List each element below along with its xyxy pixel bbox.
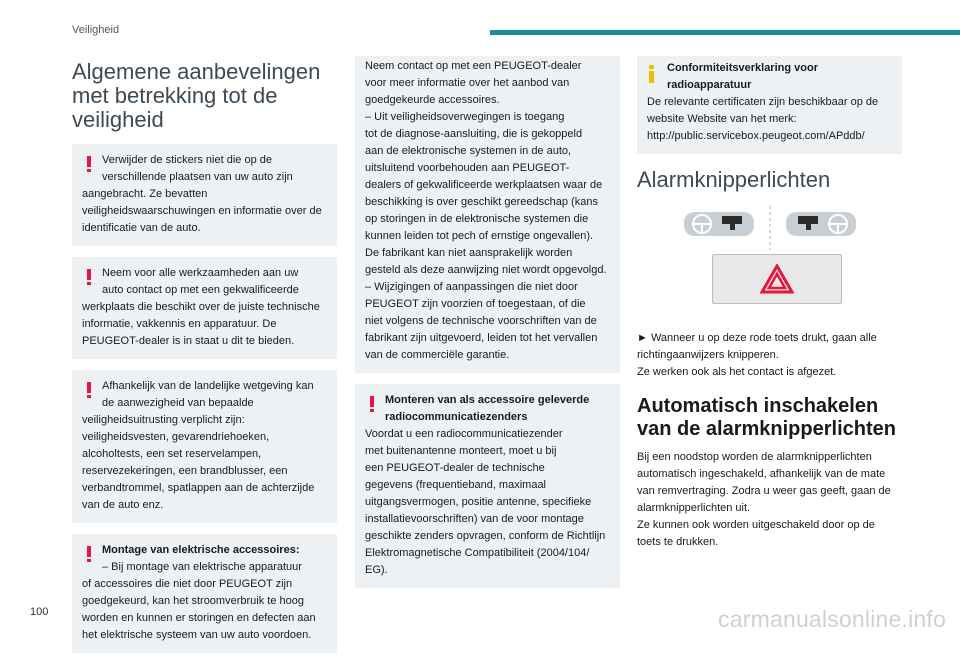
text-line: radioapparatuur [667, 79, 752, 91]
warning-icon [369, 396, 374, 412]
section-title-safety: Algemene aanbevelingen met betrekking tot de veiligheid [72, 59, 321, 132]
text-line: beschikking is over geschikt gereedschap (kans [365, 196, 598, 208]
text-line: worden en kunnen er storingen en defecten aan [82, 612, 316, 624]
warning-icon [86, 269, 91, 285]
text-line: – Uit veiligheidsoverwegingen is toegang [365, 111, 565, 123]
warning-icon [86, 546, 91, 562]
text-line: voor meer informatie over het aanbod van [365, 77, 570, 89]
warning-icon [86, 382, 91, 398]
text-line: De fabrikant kan niet aansprakelijk worden [365, 247, 573, 259]
text-line: Ze kunnen ook worden uitgeschakeld door op de [637, 519, 875, 531]
hazard-button-illustration [712, 254, 842, 304]
warning-icon [86, 156, 91, 172]
text-line: van remvertraging. Zodra u weer gas geeft, gaan de [637, 485, 891, 497]
warning-box-stickers [72, 144, 337, 246]
warning-box-workshop [72, 257, 337, 359]
text-line: aan de elektronische systemen in de auto, [365, 145, 572, 157]
text-line: ► Wanneer u op deze rode toets drukt, gaan alle [637, 332, 877, 344]
warning-box-radio-transmitters [355, 384, 620, 588]
text-line: gesteld als deze aanwijzing niet wordt opgevolgd. [365, 264, 607, 276]
text-line: toets te drukken. [637, 536, 719, 548]
text-line: tot de diagnose-aansluiting, die is gekoppeld [365, 128, 583, 140]
text-line: verschillende plaatsen van uw auto zijn [102, 171, 293, 183]
text-line: Montage van elektrische accessoires: [102, 544, 300, 556]
column-1 [72, 56, 337, 664]
text-line: Neem contact op met een PEUGEOT-dealer [365, 60, 582, 72]
text-line: uitsluitend voorbehouden aan PEUGEOT- [365, 162, 570, 174]
column-3 [637, 56, 902, 551]
text-line: Ze werken ook als het contact is afgezet. [637, 366, 837, 378]
section-title-hazard: Alarmknipperlichten [637, 167, 831, 192]
accessories-info-box [355, 56, 620, 373]
hazard-illustration [637, 204, 902, 324]
text-line: goedgekeurde accessoires. [365, 94, 500, 106]
text-line: de aanwezigheid van bepaalde [102, 397, 254, 409]
text-line: of accessoires die niet door PEUGEOT zijn [82, 578, 293, 590]
info-box-radio-conformity [637, 56, 902, 154]
text-line: Afhankelijk van de landelijke wetgeving kan [102, 380, 314, 392]
text-line: van de commerciële garantie. [365, 349, 510, 361]
text-line: alcoholtests, een set reservelampen, [82, 448, 262, 460]
text-line: aangebracht. Ze bevatten [82, 188, 208, 200]
info-icon [649, 65, 655, 83]
text-line: uitgangsvermogen, positie antenne, specifieke [365, 496, 592, 508]
text-line: gegevens (frequentieband, maximaal [365, 479, 547, 491]
text-line: auto contact op met een gekwalificeerde [102, 284, 299, 296]
text-line: veiligheidswaarschuwingen en informatie over de [82, 205, 322, 217]
text-line: het elektrische systeem van uw auto voordoen. [82, 629, 312, 641]
header-accent-bar [490, 30, 960, 35]
text-line: installatievoorschriften) van de voor montage [365, 513, 584, 525]
text-line: Conformiteitsverklaring voor [667, 62, 818, 74]
text-line: Monteren van als accessoire geleverde [385, 394, 590, 406]
warning-box-electrical-accessories [72, 534, 337, 653]
text-line: Bij een noodstop worden de alarmknipperlichten [637, 451, 872, 463]
text-line: goedgekeurd, kan het stroomverbruik te hoog [82, 595, 304, 607]
text-line: kunnen leiden tot pech of ernstige ongevallen). [365, 230, 594, 242]
section-title-auto-hazard: Automatisch inschakelen van de alarmknipperlichten [637, 395, 896, 440]
text-line: radiocommunicatiezenders [385, 411, 528, 423]
text-line: informatie, vakkennis en apparatuur. De [82, 318, 277, 330]
text-line: verbandtrommel, spatlappen aan de achterzijde [82, 482, 315, 494]
text-line: EG). [365, 564, 388, 576]
text-line: met buitenantenne monteert, moet u bij [365, 445, 557, 457]
text-line: niet volgens de technische voorschriften van de [365, 315, 597, 327]
warning-box-legislation [72, 370, 337, 523]
text-line: – Bij montage van elektrische apparatuur [102, 561, 302, 573]
text-line: Neem voor alle werkzaamheden aan uw [102, 267, 299, 279]
text-line: Elektromagnetische Compatibiliteit (2004/104/ [365, 547, 590, 559]
watermark: carmanualsonline.info [718, 606, 946, 632]
text-line: veiligheidsvesten, gevarendriehoeken, [82, 431, 270, 443]
text-line: automatisch ingeschakeld, afhankelijk van de mate [637, 468, 886, 480]
text-line: Verwijder de stickers niet die op de [102, 154, 272, 166]
text-line: – Wijzigingen of aanpassingen die niet door [365, 281, 578, 293]
text-line: richtingaanwijzers knipperen. [637, 349, 779, 361]
text-line: Voordat u een radiocommunicatiezender [365, 428, 563, 440]
text-line: reservezekeringen, een brandblusser, een [82, 465, 288, 477]
section-header: Veiligheid [72, 24, 120, 36]
text-line: werkplaats die beschikt over de juiste technische [82, 301, 320, 313]
text-line: website Website van het merk: [647, 113, 797, 125]
text-line: op storingen in de elektronische systemen die [365, 213, 589, 225]
dashboard-diagram [682, 204, 862, 254]
text-line: veiligheidsuitrusting verplicht zijn: [82, 414, 245, 426]
auto-hazard-text [637, 449, 902, 551]
text-line: http://public.servicebox.peugeot.com/APddb/ [647, 130, 865, 142]
hazard-triangle-icon [760, 264, 794, 294]
text-line: dealers of gekwalificeerde werkplaatsen waar de [365, 179, 603, 191]
column-2 [355, 56, 620, 599]
text-line: PEUGEOT zijn voorzien of toegestaan, of die [365, 298, 586, 310]
text-line: identificatie van de auto. [82, 222, 201, 234]
text-line: De relevante certificaten zijn beschikbaar op de [647, 96, 879, 108]
text-line: fabrikant zijn uitgevoerd, leiden tot het vervallen [365, 332, 598, 344]
text-line: van de auto enz. [82, 499, 164, 511]
text-line: geschikte zenders opvragen, conform de Richtlijn [365, 530, 606, 542]
text-line: PEUGEOT-dealer is in staat u dit te bieden. [82, 335, 295, 347]
hazard-instructions [637, 330, 902, 381]
text-line: alarmknipperlichten uit. [637, 502, 751, 514]
text-line: een PEUGEOT-dealer de technische [365, 462, 545, 474]
page-number: 100 [30, 606, 49, 618]
